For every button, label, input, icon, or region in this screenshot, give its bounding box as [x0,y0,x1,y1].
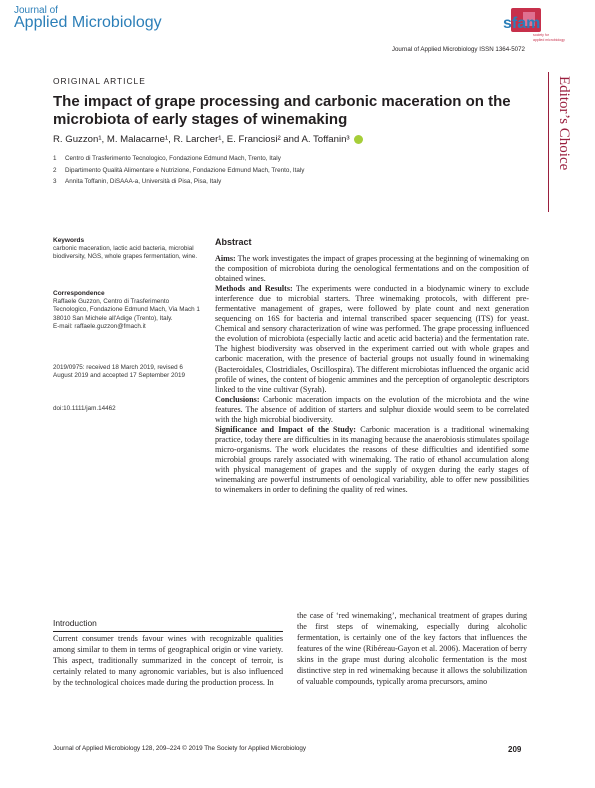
editors-choice-badge [554,74,574,214]
footer-citation: Journal of Applied Microbiology 128, 209–224 © 2019 The Society for Applied Microbiology [53,745,307,752]
editors-choice-rule [548,72,549,212]
doi-link[interactable]: doi:10.1111/jam.14462 [53,405,116,412]
authors-text: R. Guzzon¹, M. Malacarne¹, R. Larcher¹, E. Franciosi² and A. Toffanin³ [53,134,350,145]
keywords-heading: Keywords [53,237,85,244]
keywords-block [53,237,201,262]
aims-label: Aims: [215,254,236,263]
methods-text: The experiments were conducted in a biodynamic winery to exclude interference due to microbial starters. Three winemaking protocols, with different pre-fermentative management of grapes, were followed by plate count and next generation sequencing on 16S for bacteria and internal transcribed spacer sequencing (ITS) for yeast. Chemical and sensory characterization of wine was performed. The grape processing influenced the evolution of microbiota (especially lactic and acetic acid bacteria) and the fermentation rate. The highest biodiversity was observed in the experiment carried out with whole grapes and carbonic maceration, with the presence of bacterial groups not usually found in winemaking (Bacteroidales, Clostridiales, Oscillospira). The different microbiotas influenced the organic acid profile of wines, the content of biogenic ammines and the perception of organoleptic descriptors linked to the vine cultivar (Syrah). [215,284,529,394]
introduction-heading: Introduction [53,618,97,628]
svg-text:sfam: sfam [503,15,541,32]
dates-text: 2019/0975: received 18 March 2019, revised 6 August 2019 and accepted 17 September 2019 [53,364,185,380]
affiliation-number: 3 [53,178,57,185]
article-title: The impact of grape processing and carbonic maceration on the microbiota of early stages of winemaking [53,93,511,128]
author-list [53,134,523,146]
orcid-icon[interactable] [354,135,363,144]
affiliation-text: Dipartimento Qualità Alimentare e Nutrizione, Fondazione Edmund Mach, Trento, Italy [65,167,305,174]
page-number: 209 [508,745,522,754]
affiliation-text: Centro di Trasferimento Tecnologico, Fondazione Edmund Mach, Trento, Italy [65,155,281,162]
intro-right-text: the case of ‘red winemaking’, mechanical treatment of grapes during the first steps of winemaking, especially during alcoholic fermentation, is certainly one of the key factors that influences the features of the wine (Ribéreau-Gayon et al. 2006). Maceration of berry skins in the grape must during alcoholic fermentation is the most distinctive step in red winemaking because it allows the solubilization of valuable compounds, typically aroma precursors, amino [297,611,527,686]
conclusions-label: Conclusions: [215,394,260,404]
abstract-significance [215,425,529,495]
affiliation-2 [53,167,304,175]
correspondence-text: Raffaele Guzzon, Centro di Trasferimento Tecnologico, Fondazione Edmund Mach, Via Mach 1 38010 San Michele all'Adige (Trento), Italy. [53,298,200,322]
affiliation-3 [53,178,221,186]
journal-name: Applied Microbiology [14,14,162,31]
sfam-logo-icon [499,6,571,44]
methods-label: Methods and Results: [215,284,293,294]
affiliation-1 [53,155,281,163]
abstract-methods [215,284,529,395]
significance-text: Carbonic maceration is a traditional winemaking practice, today there are difficulties in its managing because the anaerobiosis stimulates spoilage micro-organisms. The work elucidates the reasons of these difficulties and identified some microbial groups rarely associated with winemaking. The ratio of ethanol accumulation along with physical management of grapes and the supply of oxygen during the early stages of winemaking are powerful instruments of oenological variability, able to offer new possibilities to winemakers in order to defining the quality of red wines. [215,424,529,495]
abstract-body [215,254,529,495]
issn-line: Journal of Applied Microbiology ISSN 1364-5072 [391,46,525,53]
svg-text:applied microbiology: applied microbiology [533,38,565,42]
intro-left-text: Current consumer trends favour wines with recognizable qualities among similar to them in terms of geographical origin or vine variety. This aspect, traditionally summarized in the concept of terroir, is certainly related to many agronomic variables, but is also influenced by the technological choices made during the production process. In [53,634,283,687]
society-logo [499,6,571,44]
correspondence-block [53,290,201,331]
keywords-text: carbonic maceration, lactic acid bacteria, microbial biodiversity, NGS, whole grapes fermentation, wine. [53,245,198,261]
affiliation-number: 1 [53,155,57,162]
abstract-heading: Abstract [215,237,252,247]
abstract-aims [215,254,529,284]
svg-text:society for: society for [533,33,549,37]
abstract-conclusions [215,395,529,425]
section-label: ORIGINAL ARTICLE [53,76,146,86]
significance-label: Significance and Impact of the Study: [215,424,356,434]
introduction-rule [53,631,283,632]
intro-right-column [297,611,527,688]
intro-left-column [53,634,283,689]
affiliation-number: 2 [53,167,57,174]
editors-choice-text: Editor’s Choice [556,76,572,171]
affiliation-text: Annita Toffanin, DiSAAA-a, Università di Pisa, Pisa, Italy [65,178,222,185]
journal-name-small: Journal of [14,5,58,16]
conclusions-text: Carbonic maceration impacts on the evolution of the microbiota and the wine features. The absence of addition of starters and sulphur dioxide would seem to be correlated with the high microbial biodiversity. [215,394,530,424]
aims-text: The work investigates the impact of grapes processing at the beginning of winemaking on the composition of microbiota during the oenological fermentations and on the composition of obtained wines. [215,254,529,284]
correspondence-heading: Correspondence [53,290,105,297]
email-link[interactable]: E-mail: raffaele.guzzon@fmach.it [53,322,146,330]
